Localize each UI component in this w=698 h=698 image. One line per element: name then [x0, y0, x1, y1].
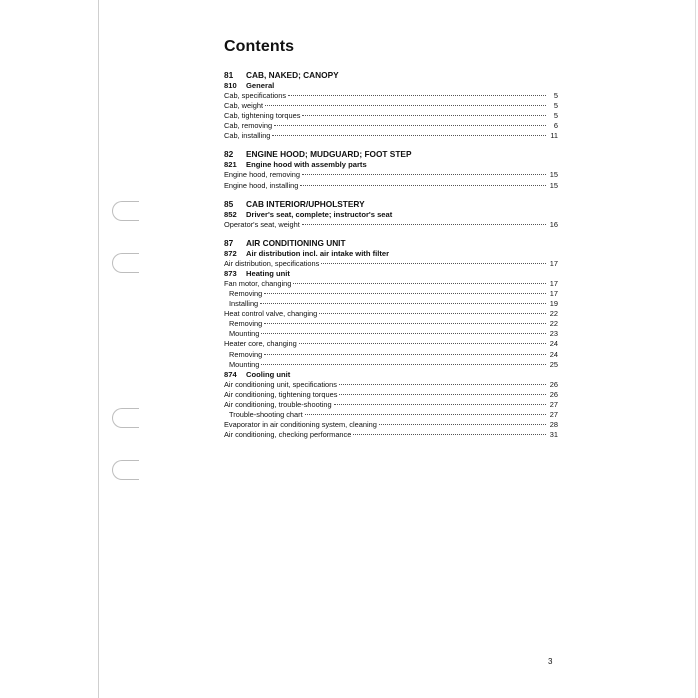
page-number: 3 — [548, 657, 553, 666]
entry-text: Mounting — [229, 359, 260, 369]
entry-page: 17 — [549, 278, 558, 288]
dot-leader — [261, 333, 546, 334]
dot-leader — [353, 434, 546, 435]
entry-text: Evaporator in air conditioning system, cleaning — [224, 420, 377, 430]
toc-entry — [224, 259, 558, 269]
subsection-title: Engine hood with assembly parts — [246, 160, 367, 170]
entry-page: 23 — [549, 329, 558, 339]
dot-leader — [339, 384, 546, 385]
entry-page: 22 — [549, 319, 558, 329]
subsection-number: 874 — [224, 369, 237, 379]
punch-hole — [112, 201, 139, 221]
entry-page: 15 — [549, 180, 558, 190]
toc-entry — [224, 329, 558, 339]
section-title: AIR CONDITIONING UNIT — [246, 237, 346, 248]
subsection-heading — [224, 249, 558, 259]
dot-leader — [272, 135, 546, 136]
toc-entry — [224, 121, 558, 131]
section-heading — [224, 198, 558, 210]
section-title: CAB INTERIOR/UPHOLSTERY — [246, 198, 365, 209]
toc-entry — [224, 170, 558, 180]
subsection-heading — [224, 81, 558, 91]
entry-text: Cab, tightening torques — [224, 111, 301, 121]
section-spacer — [224, 230, 558, 237]
section-number: 87 — [224, 237, 234, 248]
subsection-title: Heating unit — [246, 268, 290, 278]
toc-entry — [224, 360, 558, 370]
toc-section — [224, 237, 558, 441]
dot-leader — [293, 283, 546, 284]
subsection-number: 810 — [224, 81, 237, 90]
entry-page: 5 — [553, 111, 558, 121]
entry-text: Engine hood, removing — [224, 170, 301, 180]
dot-leader — [261, 364, 546, 365]
dot-leader — [302, 174, 546, 175]
entry-page: 27 — [549, 399, 558, 409]
entry-page: 24 — [549, 339, 558, 349]
entry-page: 31 — [549, 430, 558, 440]
entry-page: 27 — [549, 409, 558, 419]
toc-entry — [224, 319, 558, 329]
entry-text: Operator's seat, weight — [224, 219, 300, 229]
entry-page: 6 — [553, 121, 558, 131]
toc-entry — [224, 390, 558, 400]
dot-leader — [274, 125, 546, 126]
section-number: 81 — [224, 70, 234, 80]
toc-entry — [224, 380, 558, 390]
dot-leader — [265, 105, 546, 106]
subsection-heading — [224, 269, 558, 279]
entry-text: Mounting — [229, 329, 260, 339]
toc-entry — [224, 289, 558, 299]
entry-text: Heat control valve, changing — [224, 309, 318, 319]
subsection-title: Air distribution incl. air intake with filter — [246, 248, 390, 258]
section-spacer — [224, 191, 558, 198]
dot-leader — [260, 303, 546, 304]
toc-entry — [224, 279, 558, 289]
dot-leader — [319, 313, 546, 314]
toc-section — [224, 198, 558, 230]
dot-leader — [305, 414, 546, 415]
dot-leader — [264, 354, 546, 355]
entry-page: 19 — [549, 299, 558, 309]
toc-entry — [224, 101, 558, 111]
section-title: CAB, NAKED; CANOPY — [246, 70, 339, 80]
toc-entry — [224, 131, 558, 141]
entry-page: 26 — [549, 389, 558, 399]
entry-text: Removing — [229, 319, 263, 329]
entry-text: Heater core, changing — [224, 339, 297, 349]
toc-entry — [224, 420, 558, 430]
entry-text: Installing — [229, 299, 259, 309]
entry-text: Air conditioning, tightening torques — [224, 389, 338, 399]
toc-entry — [224, 111, 558, 121]
toc-entry — [224, 309, 558, 319]
entry-page: 28 — [549, 420, 558, 430]
entry-page: 24 — [549, 349, 558, 359]
toc-section — [224, 148, 558, 190]
entry-text: Engine hood, installing — [224, 180, 299, 190]
entry-page: 5 — [553, 101, 558, 111]
punch-hole — [112, 460, 139, 480]
entry-text: Removing — [229, 349, 263, 359]
section-spacer — [224, 141, 558, 148]
toc-entry — [224, 299, 558, 309]
entry-text: Cab, removing — [224, 121, 273, 131]
dot-leader — [288, 95, 546, 96]
entry-page: 11 — [550, 131, 558, 141]
toc-entry — [224, 181, 558, 191]
entry-page: 17 — [549, 288, 558, 298]
section-number: 82 — [224, 149, 234, 160]
dot-leader — [264, 323, 546, 324]
section-title: ENGINE HOOD; MUDGUARD; FOOT STEP — [246, 149, 412, 160]
section-heading — [224, 69, 558, 81]
subsection-heading — [224, 160, 558, 170]
toc-list — [224, 69, 558, 440]
entry-page: 5 — [553, 91, 558, 100]
subsection-number: 872 — [224, 248, 237, 258]
entry-page: 22 — [549, 309, 558, 319]
entry-text: Air distribution, specifications — [224, 258, 320, 268]
dot-leader — [299, 343, 546, 344]
page-title: Contents — [224, 38, 295, 55]
dot-leader — [339, 394, 546, 395]
subsection-heading — [224, 210, 558, 220]
toc-section — [224, 69, 558, 141]
punch-hole — [112, 253, 139, 273]
toc-entry — [224, 430, 558, 440]
dot-leader — [264, 293, 546, 294]
punch-hole — [112, 408, 139, 428]
section-heading — [224, 237, 558, 249]
entry-text: Air conditioning, trouble-shooting — [224, 399, 332, 409]
toc-entry — [224, 339, 558, 349]
toc-entry — [224, 220, 558, 230]
section-heading — [224, 148, 558, 160]
entry-text: Cab, installing — [224, 131, 271, 141]
entry-text: Air conditioning unit, specifications — [224, 379, 337, 389]
section-number: 85 — [224, 198, 234, 209]
entry-text: Removing — [229, 288, 263, 298]
toc-entry — [224, 410, 558, 420]
dot-leader — [321, 263, 546, 264]
toc-entry — [224, 350, 558, 360]
entry-page: 16 — [549, 219, 558, 229]
entry-page: 26 — [549, 379, 558, 389]
entry-page: 25 — [549, 359, 558, 369]
table-of-contents — [224, 38, 558, 440]
dot-leader — [302, 115, 546, 116]
dot-leader — [379, 424, 546, 425]
entry-page: 15 — [549, 170, 558, 180]
dot-leader — [300, 185, 546, 186]
subsection-title: Driver's seat, complete; instructor's seat — [246, 209, 393, 219]
entry-text: Cab, specifications — [224, 91, 287, 100]
entry-text: Fan motor, changing — [224, 278, 292, 288]
entry-text: Cab, weight — [224, 101, 264, 111]
dot-leader — [302, 224, 546, 225]
subsection-number: 873 — [224, 268, 237, 278]
entry-text: Trouble-shooting chart — [229, 409, 303, 419]
subsection-number: 852 — [224, 209, 237, 219]
subsection-title: General — [246, 81, 275, 90]
toc-entry — [224, 400, 558, 410]
dot-leader — [334, 404, 546, 405]
subsection-number: 821 — [224, 160, 237, 170]
toc-entry — [224, 91, 558, 101]
entry-page: 17 — [549, 258, 558, 268]
subsection-title: Cooling unit — [246, 369, 291, 379]
subsection-heading — [224, 370, 558, 380]
entry-text: Air conditioning, checking performance — [224, 430, 352, 440]
